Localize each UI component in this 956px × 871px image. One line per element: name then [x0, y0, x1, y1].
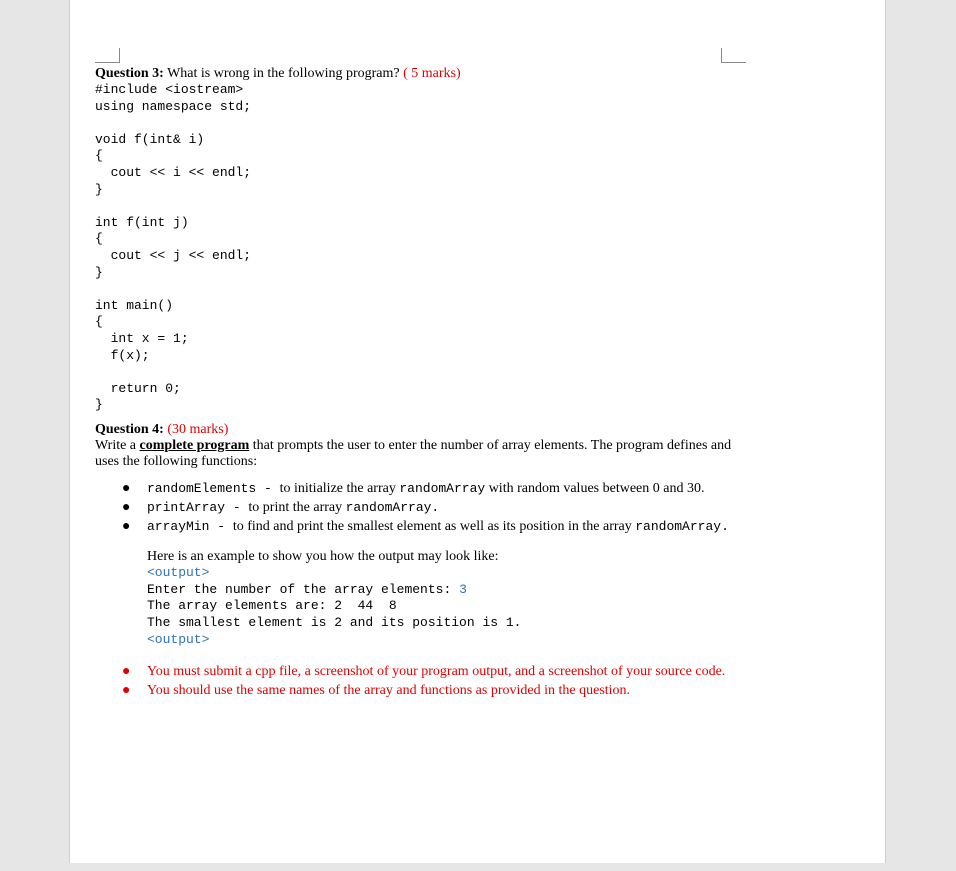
code-line: return 0; [95, 380, 181, 396]
function-desc-end: with random values between 0 and 30. [485, 480, 705, 496]
bullet-icon: ● [122, 682, 131, 698]
output-open-tag: <output> [147, 564, 210, 580]
document-content [95, 66, 735, 701]
code-line [95, 115, 735, 132]
question-4-marks: (30 marks) [167, 421, 229, 437]
function-desc: to find and print the smallest element as well as its position in the array [232, 518, 636, 534]
function-name: randomElements [147, 480, 257, 496]
output-line-2: The array elements are: 2 44 8 [147, 598, 397, 614]
intro-text-before: Write a [95, 437, 140, 453]
function-list [95, 480, 735, 535]
code-line: cout << j << endl; [95, 247, 252, 263]
list-item [95, 518, 735, 535]
code-line: } [95, 264, 103, 280]
array-name: randomArray. [635, 518, 729, 534]
output-close-tag: <output> [147, 632, 210, 648]
code-line: cout << i << endl; [95, 164, 252, 180]
bullet-icon: ● [122, 480, 131, 496]
crop-mark-left [95, 48, 120, 63]
code-line [95, 364, 735, 381]
code-line: { [95, 231, 103, 247]
intro-emphasis: complete program [139, 437, 250, 453]
note-text: You must submit a cpp file, a screenshot of your program output, and a screenshot of your source code. [147, 663, 726, 679]
crop-mark-right [721, 48, 746, 63]
output-prompt: Enter the number of the array elements: [147, 581, 460, 597]
code-line: } [95, 181, 103, 197]
note-text: You should use the same names of the array and functions as provided in the question. [147, 682, 631, 698]
code-line: void f(int& i) [95, 131, 205, 147]
code-line [95, 198, 735, 215]
question-3-title: Question 3: [95, 66, 164, 81]
dash: - [256, 480, 280, 496]
question-3-heading [95, 66, 735, 82]
list-item [95, 499, 735, 516]
code-line: using namespace std; [95, 98, 252, 114]
bullet-icon: ● [122, 663, 131, 679]
function-name: arrayMin [147, 518, 210, 534]
output-input-value: 3 [459, 581, 467, 597]
dash: - [225, 499, 249, 515]
question-4-title: Question 4: [95, 421, 164, 437]
function-desc: to initialize the array [279, 480, 400, 496]
function-desc: to print the array [248, 499, 346, 515]
code-line: int x = 1; [95, 330, 189, 346]
bullet-icon: ● [122, 499, 131, 515]
question-4-intro [95, 438, 735, 470]
example-intro: Here is an example to show you how the output may look like: [147, 548, 499, 564]
code-line: } [95, 397, 103, 413]
code-line: { [95, 314, 103, 330]
list-item [95, 682, 735, 699]
code-line: f(x); [95, 347, 150, 363]
question-4-heading [95, 422, 735, 438]
intro-text-after: that prompts the user to enter the number of array elements. The program defines and uses the following functions: [95, 437, 732, 469]
dash: - [209, 518, 233, 534]
notes-list [95, 663, 735, 699]
array-name: randomArray. [345, 499, 440, 515]
output-line-1 [147, 582, 735, 599]
code-line: int f(int j) [95, 214, 189, 230]
code-line: #include <iostream> [95, 82, 244, 97]
question-3-code-block [95, 82, 735, 414]
list-item [95, 480, 735, 497]
bullet-icon: ● [122, 518, 131, 534]
output-line-3: The smallest element is 2 and its position is 1. [147, 615, 522, 631]
list-item [95, 663, 735, 680]
code-line: int main() [95, 297, 174, 313]
function-name: printArray [147, 499, 226, 515]
output-example [147, 549, 735, 649]
array-name: randomArray [399, 480, 486, 496]
question-3-text: What is wrong in the following program? [163, 66, 404, 81]
question-3-marks: ( 5 marks) [403, 66, 461, 81]
code-line [95, 281, 735, 298]
code-line: { [95, 148, 103, 164]
